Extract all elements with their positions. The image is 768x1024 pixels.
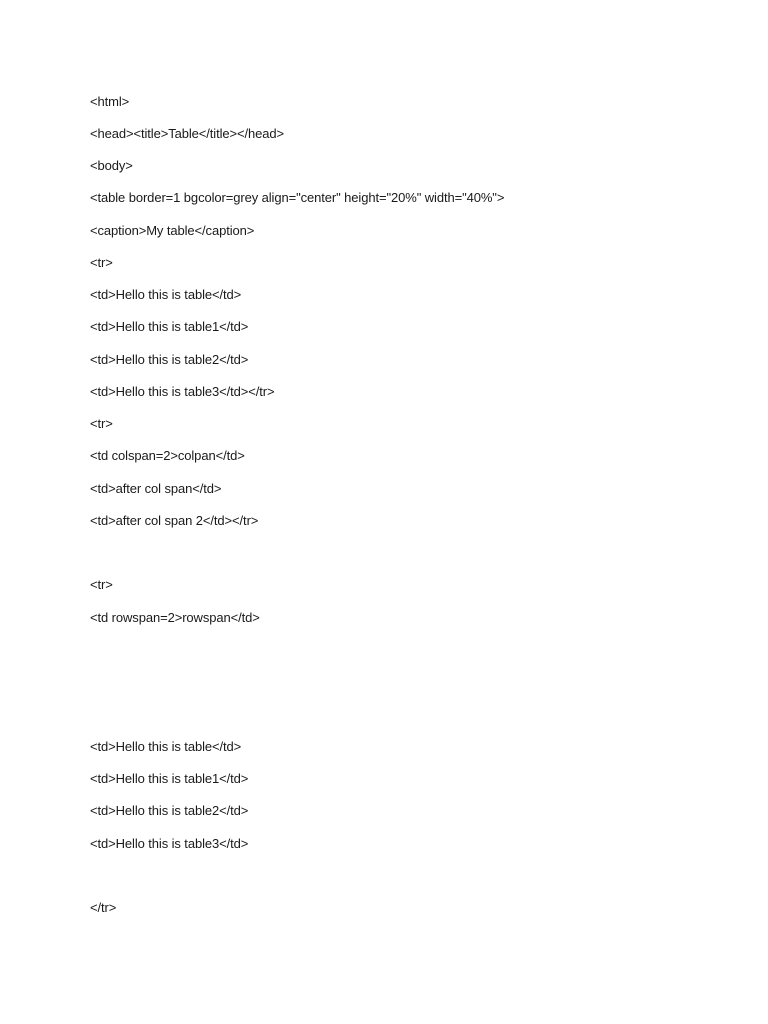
code-line: </tr> (90, 900, 117, 915)
code-line: <tr> (90, 577, 113, 592)
code-line: <td>Hello this is table2</td> (90, 803, 249, 818)
code-line: <html> (90, 94, 130, 109)
code-line: <td>Hello this is table1</td> (90, 319, 249, 334)
code-line: <caption>My table</caption> (90, 223, 255, 238)
code-line: <td>after col span 2</td></tr> (90, 513, 259, 528)
code-line: <head><title>Table</title></head> (90, 126, 285, 141)
code-line: <td>Hello this is table3</td> (90, 836, 249, 851)
code-line: <td>Hello this is table2</td> (90, 352, 249, 367)
code-line: <td>after col span</td> (90, 481, 222, 496)
code-line: <td colspan=2>colpan</td> (90, 448, 245, 463)
code-line: <table border=1 bgcolor=grey align="center" height="20%" width="40%"> (90, 190, 505, 205)
code-line: <td rowspan=2>rowspan</td> (90, 610, 260, 625)
code-line: <td>Hello this is table1</td> (90, 771, 249, 786)
code-line: <tr> (90, 255, 113, 270)
code-line: <td>Hello this is table3</td></tr> (90, 384, 275, 399)
code-line: <tr> (90, 416, 113, 431)
code-line: <td>Hello this is table</td> (90, 287, 242, 302)
code-line: <td>Hello this is table</td> (90, 739, 242, 754)
code-line: <body> (90, 158, 133, 173)
